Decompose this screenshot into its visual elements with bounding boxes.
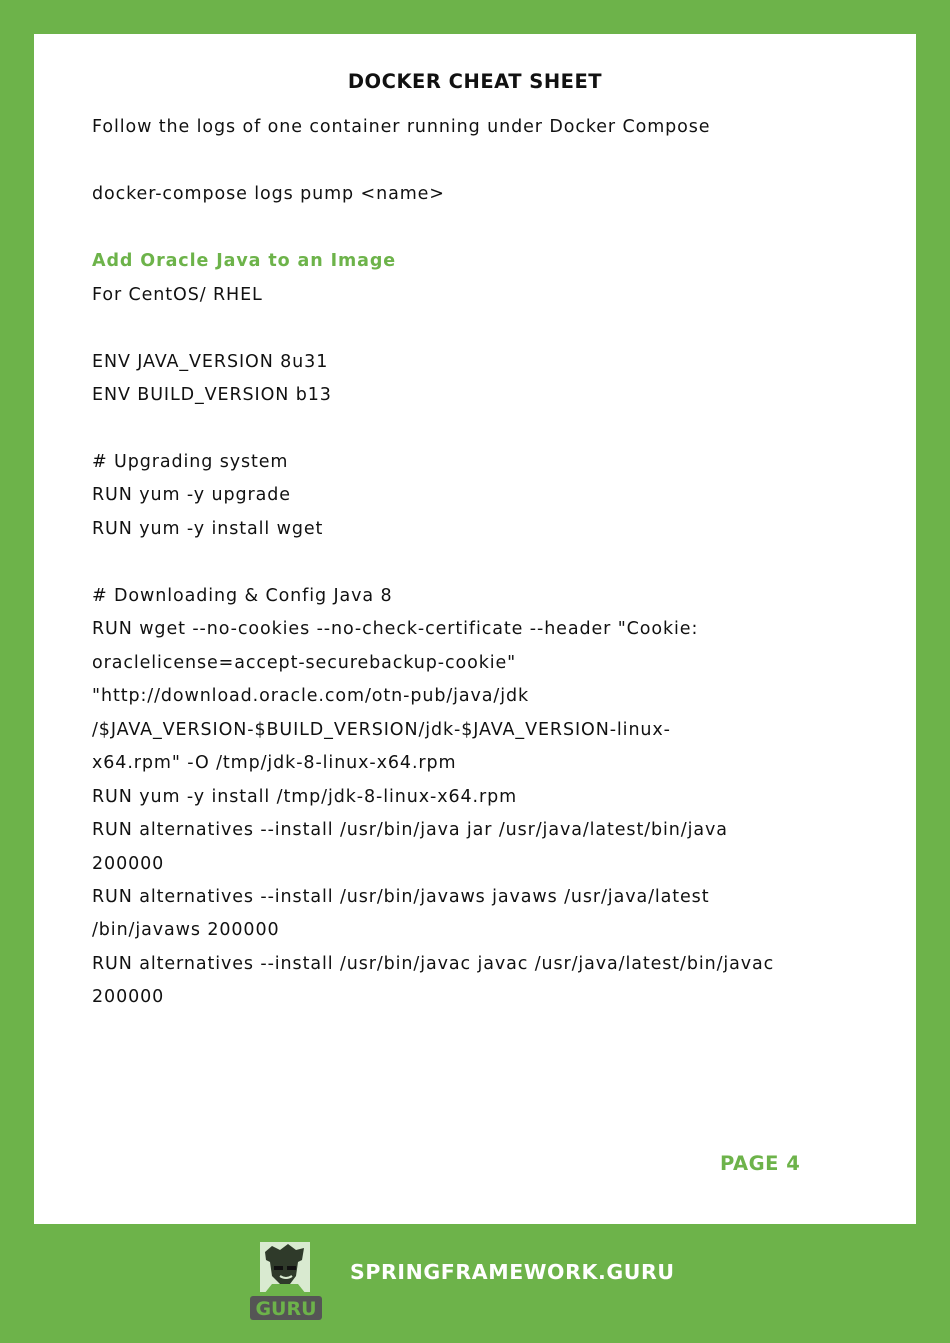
code-comment: # Upgrading system <box>92 452 289 472</box>
code-line: 200000 <box>92 854 165 874</box>
code-line: RUN wget --no-cookies --no-check-certificate --header "Cookie: <box>92 619 699 639</box>
text-line: For CentOS/ RHEL <box>92 285 263 305</box>
code-line: /$JAVA_VERSION-$BUILD_VERSION/jdk-$JAVA_VERSION-linux- <box>92 720 671 740</box>
svg-text:GURU: GURU <box>255 1298 317 1320</box>
code-line: RUN yum -y install /tmp/jdk-8-linux-x64.rpm <box>92 787 518 807</box>
code-line: ENV JAVA_VERSION 8u31 <box>92 352 329 372</box>
code-line: RUN yum -y upgrade <box>92 485 291 505</box>
code-line: docker-compose logs pump <name> <box>92 184 445 204</box>
code-comment: # Downloading & Config Java 8 <box>92 586 393 606</box>
code-line: RUN alternatives --install /usr/bin/javac javac /usr/java/latest/bin/javac <box>92 954 775 974</box>
spring-guru-logo-icon <box>250 1240 322 1322</box>
page-title: DOCKER CHEAT SHEET <box>347 70 603 93</box>
page-number: PAGE 4 <box>720 1152 801 1175</box>
code-line: ENV BUILD_VERSION b13 <box>92 385 332 405</box>
text-line: Follow the logs of one container running under Docker Compose <box>92 117 711 137</box>
code-line: "http://download.oracle.com/otn-pub/java/jdk <box>92 686 529 706</box>
code-line: oraclelicense=accept-securebackup-cookie" <box>92 653 517 673</box>
site-url: SPRINGFRAMEWORK.GURU <box>350 1260 675 1284</box>
code-line: x64.rpm" -O /tmp/jdk-8-linux-x64.rpm <box>92 753 457 773</box>
code-line: RUN yum -y install wget <box>92 519 324 539</box>
section-heading: Add Oracle Java to an Image <box>92 251 397 271</box>
code-line: /bin/javaws 200000 <box>92 920 280 940</box>
code-line: 200000 <box>92 987 165 1007</box>
code-line: RUN alternatives --install /usr/bin/java jar /usr/java/latest/bin/java <box>92 820 728 840</box>
code-line: RUN alternatives --install /usr/bin/javaws javaws /usr/java/latest <box>92 887 710 907</box>
